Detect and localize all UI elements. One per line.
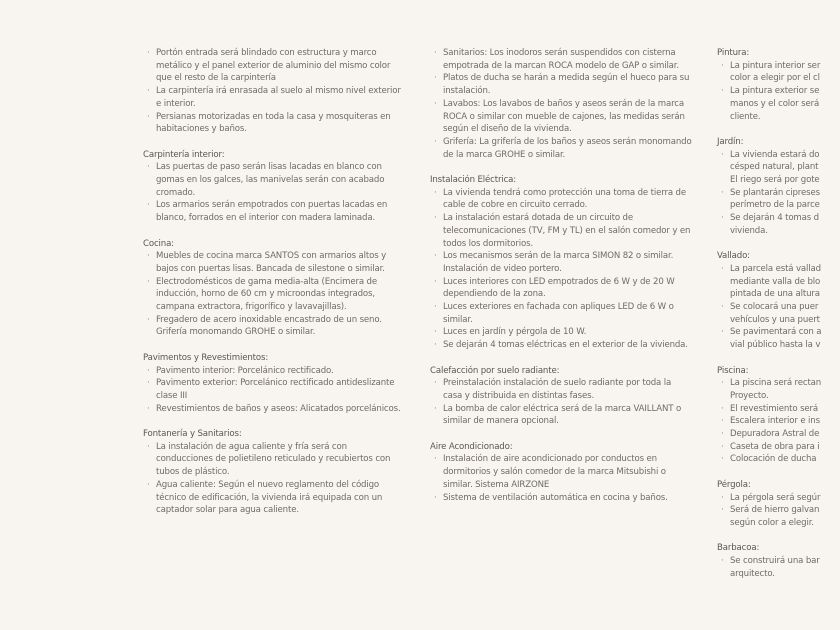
list-item: · La vivienda tendrá como protección una toma de tierra de cable de cobre en circuito cerrado.	[430, 187, 692, 212]
list-item: · Se plantarán cipreses	[717, 187, 840, 200]
spec-section	[430, 365, 692, 429]
list-item	[0, 530, 136, 543]
list-item	[0, 225, 136, 238]
list-item: · Se dejarán 4 tomas eléctricas en el exterior de la vivienda.	[430, 339, 692, 352]
list-item: · La bomba de calor eléctrica será de la marca VAILLANT o similar de manera opcional.	[430, 403, 692, 428]
list-item	[0, 555, 136, 568]
spec-section	[717, 136, 840, 238]
list-item	[0, 517, 136, 530]
spec-list	[717, 555, 840, 580]
list-item: · Portón entrada será blindado con estructura y marco metálico y el panel exterior de aluminio del mismo color que el resto de la carpintería	[143, 47, 405, 85]
list-item: · La pérgola será segúr	[717, 492, 840, 505]
list-item: · Los armarios serán empotrados con puertas lacadas en blanco, forrados en el interior con madera laminada.	[143, 199, 405, 224]
list-item	[0, 314, 136, 327]
list-item: · Sanitarios: Los inodoros serán suspendidos con cisterna empotrada de la marcan ROCA modelo de GAP o similar.	[430, 47, 692, 72]
list-item	[0, 301, 136, 314]
list-item: · Se colocará una puer	[717, 301, 840, 314]
list-item	[0, 504, 136, 517]
list-item	[0, 415, 136, 428]
list-item	[0, 111, 136, 124]
list-item	[0, 174, 136, 187]
column-1	[0, 47, 136, 593]
list-item: · Revestimientos de baños y aseos: Alicatados porcelánicos.	[143, 403, 405, 416]
list-item	[0, 479, 136, 492]
list-item-continuation: manos y el color será	[730, 98, 820, 109]
list-item: · Depuradora Astral de	[717, 428, 840, 441]
list-item	[0, 136, 136, 149]
list-item: · Persianas motorizadas en toda la casa y mosquiteras en habitaciones y baños.	[143, 111, 405, 136]
list-item	[0, 149, 136, 162]
section-heading: Pavimentos y Revestimientos:	[143, 352, 269, 363]
list-item: · Preinstalación instalación de suelo radiante por toda la casa y distribuida en distintas fases.	[430, 377, 692, 402]
list-item-continuation: El riego será por gote	[730, 175, 820, 186]
section-heading: Piscina:	[717, 365, 749, 376]
list-item: · Luces exteriores en fachada con apliques LED de 6 W o similar.	[430, 301, 692, 326]
section-heading: Vallado:	[717, 251, 750, 262]
list-item	[0, 199, 136, 212]
list-item	[0, 123, 136, 136]
list-item	[0, 542, 136, 555]
list-item	[0, 339, 136, 352]
list-item: · La instalación estará dotada de un circuito de telecomunicaciones (TV, FM y TL) en el salón comedor y en todos los dormitorios.	[430, 212, 692, 250]
list-item	[0, 85, 136, 98]
spec-section	[717, 479, 840, 530]
spec-list	[143, 250, 405, 339]
list-item	[0, 276, 136, 289]
list-item	[0, 161, 136, 174]
list-item	[0, 428, 136, 441]
list-item: · Lavabos: Los lavabos de baños y aseos serán de la marca ROCA o similar con mueble de cajones, las medidas serán según el diseño de la vivienda.	[430, 98, 692, 136]
section-heading: Carpintería interior:	[143, 149, 225, 160]
spec-section	[143, 352, 405, 416]
section-heading: Aire Acondicionado:	[430, 441, 513, 452]
list-item: · Fregadero de acero inoxidable encastrado de un seno. Grifería monomando GROHE o similar.	[143, 314, 405, 339]
section-heading: Fontanería y Sanitarios:	[143, 429, 242, 440]
list-item: · Escalera interior e ins	[717, 415, 840, 428]
spec-list	[430, 377, 692, 428]
list-item: · Platos de ducha se harán a medida según el hueco para su instalación.	[430, 72, 692, 97]
list-item: · Luces en jardín y pérgola de 10 W.	[430, 326, 692, 339]
list-item	[0, 492, 136, 505]
list-item: · La pintura interior ser	[717, 60, 840, 73]
spec-section	[143, 47, 405, 136]
list-item	[0, 441, 136, 454]
list-item	[0, 365, 136, 378]
list-item-continuation: cliente.	[730, 111, 761, 122]
column-3	[430, 47, 692, 517]
spec-list	[143, 441, 405, 517]
list-item-continuation: Proyecto.	[730, 390, 769, 401]
spec-section	[717, 542, 840, 580]
list-item: · Muebles de cocina marca SANTOS con armarios altos y bajos con puertas lisas. Bancada de silestone o similar.	[143, 250, 405, 275]
spec-list	[143, 161, 405, 225]
list-item	[0, 390, 136, 403]
list-item: · La vivienda estará do	[717, 149, 840, 162]
spec-list	[430, 453, 692, 504]
list-item: · Pavimento interior: Porcelánico rectificado.	[143, 365, 405, 378]
list-item-continuation: pintada de una altura	[730, 289, 820, 300]
spec-list	[430, 47, 692, 161]
spec-list	[143, 47, 405, 136]
spec-list	[717, 60, 840, 124]
list-item-continuation: vivienda.	[730, 225, 768, 236]
list-item: · La pintura exterior se	[717, 85, 840, 98]
spec-section	[143, 428, 405, 517]
list-item: · Instalación de aire acondicionado por conductos en dormitorios y salón comedor de la marca Mitsubishi o similar. Sistema AIRZONE	[430, 453, 692, 491]
list-item	[0, 352, 136, 365]
spec-section	[430, 174, 692, 352]
list-item: · Pavimento exterior: Porcelánico rectificado antideslizante clase III	[143, 377, 405, 402]
column-2	[143, 47, 405, 530]
list-item: · La parcela está vallad	[717, 263, 840, 276]
spec-list	[0, 47, 136, 581]
list-item	[0, 377, 136, 390]
list-item	[0, 72, 136, 85]
list-item	[0, 238, 136, 251]
list-item	[0, 326, 136, 339]
spec-section	[717, 365, 840, 467]
list-item	[0, 250, 136, 263]
spec-list	[430, 187, 692, 352]
list-item	[0, 263, 136, 276]
list-item	[0, 98, 136, 111]
list-item: · La piscina será rectan	[717, 377, 840, 390]
spec-section	[143, 238, 405, 340]
list-item: · Colocación de ducha	[717, 453, 840, 466]
list-item: · El revestimiento será	[717, 403, 840, 416]
section-heading: Calefacción por suelo radiante:	[430, 365, 560, 376]
section-heading: Instalación Eléctrica:	[430, 175, 517, 186]
spec-section	[430, 47, 692, 161]
spec-list	[143, 365, 405, 416]
spec-list	[717, 263, 840, 352]
column-4	[717, 47, 840, 593]
list-item-continuation: mediante valla de blo	[730, 276, 821, 287]
list-item-continuation: vial público hasta la v	[730, 340, 821, 351]
list-item-continuation: césped natural, plant	[730, 162, 819, 173]
list-item-continuation: vehículos y una puert	[730, 314, 820, 325]
spec-list	[717, 149, 840, 238]
list-item-continuation: color a elegir por el cl	[730, 73, 820, 84]
spec-section	[717, 250, 840, 352]
list-item: · Será de hierro galvan	[717, 504, 840, 517]
section-heading: Jardín:	[717, 136, 744, 147]
list-item-continuation: según color a elegir.	[730, 517, 814, 528]
list-item: · La instalación de agua caliente y fría será con conducciones de polietileno reticulado y recubiertos con tubos de plástico.	[143, 441, 405, 479]
list-item: · Los mecanismos serán de la marca SIMON 82 o similar. Instalación de video portero.	[430, 250, 692, 275]
list-item: · Se dejarán 4 tomas d	[717, 212, 840, 225]
list-item: · Agua caliente: Según el nuevo reglamento del código técnico de edificación, la vivienda irá equipada con un captador solar para agua caliente.	[143, 479, 405, 517]
list-item: · Se construirá una bar	[717, 555, 840, 568]
section-heading: Cocina:	[143, 238, 174, 249]
list-item	[0, 60, 136, 73]
list-item-continuation: arquitecto.	[730, 568, 775, 579]
list-item	[0, 403, 136, 416]
list-item-continuation: perímetro de la parce	[730, 200, 820, 211]
section-heading: Pérgola:	[717, 479, 751, 490]
section-heading: Pintura:	[717, 48, 750, 58]
spec-section	[430, 441, 692, 505]
list-item: · Luces interiores con LED empotrados de 6 W y de 20 W dependiendo de la zona.	[430, 276, 692, 301]
list-item	[0, 466, 136, 479]
spec-section	[717, 47, 840, 123]
list-item	[0, 187, 136, 200]
list-item: · Las puertas de paso serán lisas lacadas en blanco con gomas en los galces, las manivelas serán con acabado cromado.	[143, 161, 405, 199]
list-item: · La carpintería irá enrasada al suelo al mismo nivel exterior e interior.	[143, 85, 405, 110]
spec-section	[143, 149, 405, 225]
spec-list	[717, 492, 840, 530]
list-item	[0, 568, 136, 581]
list-item	[0, 212, 136, 225]
list-item: · Electrodomésticos de gama media-alta (Encimera de inducción, horno de 60 cm y microondas integrados, campana extractora, frigorífico y lavavajillas).	[143, 276, 405, 314]
list-item	[0, 288, 136, 301]
spec-section	[0, 47, 136, 581]
list-item	[0, 454, 136, 467]
section-heading: Barbacoa:	[717, 543, 760, 554]
list-item	[0, 47, 136, 60]
list-item: · Caseta de obra para i	[717, 441, 840, 454]
list-item: · Grifería: La grifería de los baños y aseos serán monomando de la marca GROHE o similar.	[430, 136, 692, 161]
list-item: · Sistema de ventilación automática en cocina y baños.	[430, 492, 692, 505]
spec-list	[717, 377, 840, 466]
list-item: · Se pavimentará con a	[717, 326, 840, 339]
